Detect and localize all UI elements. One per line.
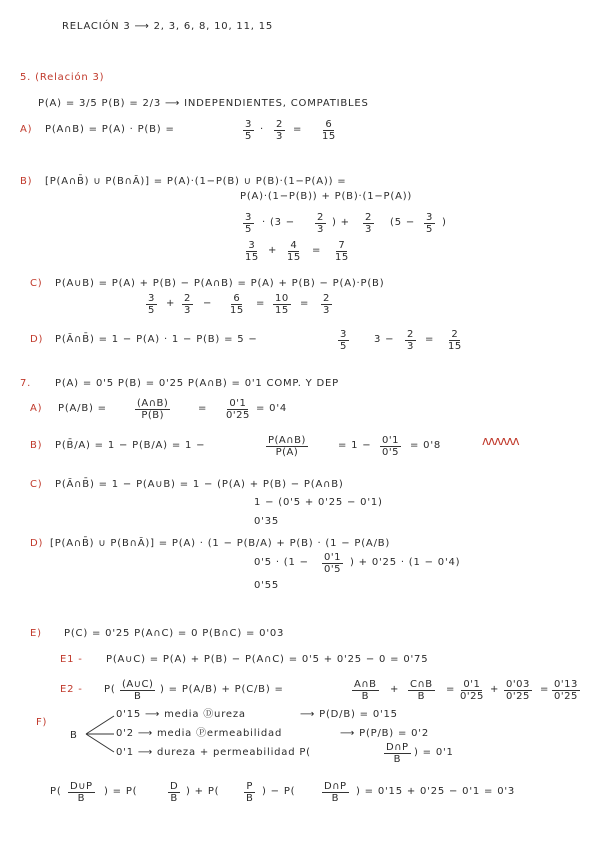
ex7-b-frac2: $\frac{0'1}{0'5}$ (382, 435, 399, 458)
ex5-b-l3-mid3: (5 − (390, 217, 416, 228)
ex5-d-mid: 3 − (374, 334, 395, 345)
ex5-b-l4-frac3: $\frac{7}{15}$ (335, 240, 349, 263)
ex7-f-branch1: 0'15 ⟶ media Ⓓureza (116, 709, 246, 720)
ex7-d-line3: 0'55 (254, 580, 280, 591)
ex5-d-frac3: $\frac{2}{15}$ (448, 329, 462, 352)
ex7-d-frac: $\frac{0'1}{0'5}$ (324, 552, 341, 575)
ex7-e2-frac2: $\frac{A\cap B}{B}$ (354, 679, 377, 702)
ex7-d-line1: [P(A∩B̄) ∪ P(B∩Ā)] = P(A) · (1 − P(B/A) + P(B) · (1 − P(A/B) (50, 538, 391, 549)
ex5-b-l3-frac4: $\frac{3}{5}$ (426, 212, 433, 235)
ex5-b-line1: [P(A∩B̄) ∪ P(B∩Ā)] = P(A)·(1−P(B) ∪ P(B)·(1−P(A)) = (45, 176, 347, 187)
ex7-a-frac2: $\frac{0'1}{0'25}$ (226, 398, 250, 421)
ex5-a-frac1: $\frac{3}{5}$ (245, 119, 252, 142)
ex7-title: 7. (20, 378, 32, 389)
ex5-b-line2: P(A)·(1−P(B)) + P(B)·(1−P(A)) (240, 191, 413, 202)
ex7-e2-eq1: = (446, 684, 456, 695)
ex7-f-final-frac3: $\frac{P}{B}$ (246, 781, 254, 804)
ex5-b-l4-plus: + (268, 245, 278, 256)
ex5-c-frac4: $\frac{10}{15}$ (275, 293, 289, 316)
ex5-c-eq2: = (300, 298, 310, 309)
ex5-d-label: D) (30, 334, 44, 345)
ex5-c-plus: + (166, 298, 176, 309)
ex7-b-frac1: $\frac{P(A\cap B)}{P(A)}$ (268, 435, 306, 458)
ex7-c-line2: 1 − (0'5 + 0'25 − 0'1) (254, 497, 383, 508)
ex5-c-frac5: $\frac{2}{3}$ (323, 293, 330, 316)
ex7-f-final-frac2: $\frac{D}{B}$ (170, 781, 179, 804)
ex7-f-final-mid1: ) = P( (104, 786, 138, 797)
ex7-f-label: F) (36, 717, 48, 728)
ex7-f-root: B (70, 730, 78, 741)
ex7-e2-eq2: = (540, 684, 550, 695)
ex5-b-l3-mid2: ) + (332, 217, 350, 228)
ex7-f-branch2-result: ⟶ P(P/B) = 0'2 (340, 728, 430, 739)
ex5-title: 5. (Relación 3) (20, 72, 105, 83)
ex7-c-line1: P(Ā∩B̄) = 1 − P(A∪B) = 1 − (P(A) + P(B) − P(A∩B) (55, 479, 344, 490)
ex5-a-eq: = (293, 124, 303, 135)
ex7-f-tree-branches (84, 712, 118, 756)
ex5-given: P(A) = 3/5 P(B) = 2/3 ⟶ INDEPENDIENTES, COMPATIBLES (38, 98, 369, 109)
ex5-a-frac2: $\frac{2}{3}$ (276, 119, 283, 142)
ex5-b-l4-frac1: $\frac{3}{15}$ (245, 240, 259, 263)
ex7-f-final-frac4: $\frac{D\cap P}{B}$ (324, 781, 347, 804)
ex7-e1-label: E1 - (60, 654, 83, 665)
ex7-f-final-pre: P( (50, 786, 62, 797)
ex7-a-frac1: $\frac{(A\cap B)}{P(B)}$ (137, 398, 169, 421)
ex5-a-label: A) (20, 124, 33, 135)
ex5-c-label: C) (30, 278, 43, 289)
ex7-b-res: = 0'8 (410, 440, 442, 451)
ex7-e2-frac5: $\frac{0'03}{0'25}$ (506, 679, 530, 702)
ex7-b-text: P(B̄/A) = 1 − P(B/A) = 1 − (55, 440, 206, 451)
ex5-b-label: B) (20, 176, 33, 187)
ex5-c-frac3: $\frac{6}{15}$ (230, 293, 244, 316)
ex5-b-l3-end: ) (442, 217, 447, 228)
ex7-d-label: D) (30, 538, 44, 549)
ex5-b-l4-eq: = (312, 245, 322, 256)
ex7-b-label: B) (30, 440, 43, 451)
ex7-f-final-mid2: ) + P( (186, 786, 220, 797)
ex7-e2-frac3: $\frac{C\cap B}{B}$ (410, 679, 433, 702)
ex7-f-final-frac1: $\frac{D\cup P}{B}$ (70, 781, 93, 804)
ex7-e2-frac4: $\frac{0'1}{0'25}$ (460, 679, 484, 702)
ex7-e2-pre: P( (104, 684, 116, 695)
ex5-b-l4-frac2: $\frac{4}{15}$ (287, 240, 301, 263)
ex5-b-l3-mid: · (3 − (262, 217, 295, 228)
ex7-a-text: P(A/B) = (58, 403, 107, 414)
ex7-a-eq: = (198, 403, 208, 414)
ex7-f-branch2: 0'2 ⟶ media Ⓟermeabilidad (116, 728, 283, 739)
ex5-a-dot: · (260, 124, 264, 135)
ex5-d-eq: = (425, 334, 435, 345)
ex5-c-eq1: = (256, 298, 266, 309)
ex7-f-final-result: ) = 0'15 + 0'25 − 0'1 = 0'3 (356, 786, 516, 797)
ex7-f-branch1-result: ⟶ P(D/B) = 0'15 (300, 709, 398, 720)
ex7-a-res: = 0'4 (256, 403, 288, 414)
ex5-c-minus: − (203, 298, 213, 309)
header-relation: RELACIÓN 3 ⟶ 2, 3, 6, 8, 10, 11, 15 (62, 21, 274, 32)
ex5-b-l3-frac3: $\frac{2}{3}$ (365, 212, 372, 235)
ex7-f-branch3-result: ) = 0'1 (414, 747, 454, 758)
ex7-e2-frac1: $\frac{(A\cup C)}{B}$ (122, 679, 154, 702)
ex7-e2-plus: + (390, 684, 400, 695)
ex7-e1-text: P(A∪C) = P(A) + P(B) − P(A∩C) = 0'5 + 0'25 − 0 = 0'75 (106, 654, 429, 665)
ex7-e2-plus2: + (490, 684, 500, 695)
ex7-given: P(A) = 0'5 P(B) = 0'25 P(A∩B) = 0'1 COMP. Y DEP (55, 378, 339, 389)
ex5-b-l3-frac2: $\frac{2}{3}$ (317, 212, 324, 235)
ex5-c-line1: P(A∪B) = P(A) + P(B) − P(A∩B) = P(A) + P(B) − P(A)·P(B) (55, 278, 385, 289)
ex7-e2-frac6: $\frac{0'13}{0'25}$ (554, 679, 578, 702)
ex7-e-label: E) (30, 628, 42, 639)
ex7-e2-label: E2 - (60, 684, 83, 695)
ex7-d-line2b: ) + 0'25 · (1 − 0'4) (350, 557, 461, 568)
ex7-b-mid: = 1 − (338, 440, 372, 451)
ex7-b-squiggle: ʌʌʌʌʌʌ (482, 434, 519, 448)
ex5-a-frac3: $\frac{6}{15}$ (322, 119, 336, 142)
ex7-c-label: C) (30, 479, 43, 490)
ex5-d-text: P(Ā∩B̄) = 1 − P(A) · 1 − P(B) = 5 − (55, 334, 258, 345)
ex5-c-frac2: $\frac{2}{3}$ (184, 293, 191, 316)
ex7-a-label: A) (30, 403, 43, 414)
ex5-d-frac2: $\frac{2}{3}$ (407, 329, 414, 352)
ex5-d-frac1: $\frac{3}{5}$ (340, 329, 347, 352)
ex7-c-line3: 0'35 (254, 516, 280, 527)
ex7-f-branch3-frac: $\frac{D\cap P}{B}$ (386, 742, 409, 765)
ex7-d-line2a: 0'5 · (1 − (254, 557, 309, 568)
ex7-f-final-mid3: ) − P( (262, 786, 296, 797)
ex7-f-branch3: 0'1 ⟶ dureza + permeabilidad P( (116, 747, 311, 758)
ex7-e2-mid: ) = P(A/B) + P(C/B) = (160, 684, 284, 695)
ex5-a-text: P(A∩B) = P(A) · P(B) = (45, 124, 175, 135)
ex7-e-given: P(C) = 0'25 P(A∩C) = 0 P(B∩C) = 0'03 (64, 628, 285, 639)
ex5-c-frac1: $\frac{3}{5}$ (148, 293, 155, 316)
ex5-b-l3-frac1: $\frac{3}{5}$ (245, 212, 252, 235)
